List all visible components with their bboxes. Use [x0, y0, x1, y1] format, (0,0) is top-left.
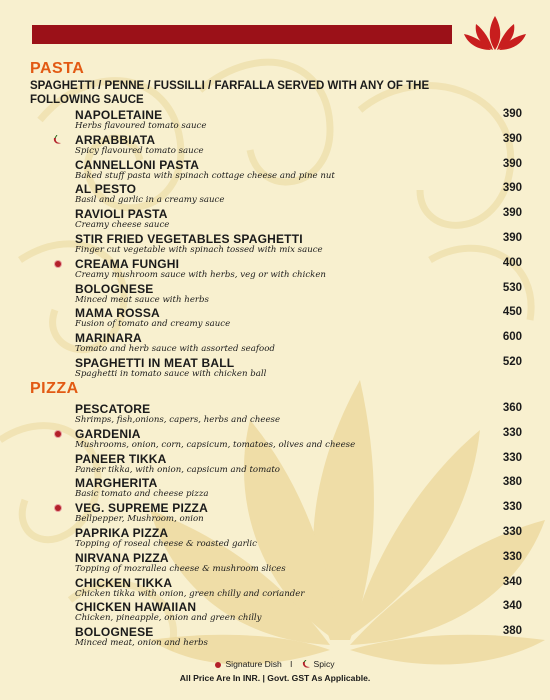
menu-item-description: Topping of mozrallea cheese & mushroom slices	[75, 563, 286, 574]
menu-item-description: Shrimps, fish,onions, capers, herbs and cheese	[75, 415, 281, 425]
menu-item-price: 390	[502, 108, 522, 120]
menu-item-price: 330	[502, 501, 522, 514]
menu-item	[0, 501, 550, 526]
menu-item-description: Chicken, pineapple, onion and green chilly	[75, 613, 262, 624]
chili-icon	[301, 660, 311, 669]
pizza-item-list	[0, 402, 550, 650]
menu-item-description: Bellpepper, Mushroom, onion	[75, 514, 204, 525]
menu-item-name: BOLOGNESE	[75, 281, 154, 296]
menu-item-price: 450	[502, 306, 522, 319]
menu-item-name: MARINARA	[75, 331, 142, 346]
menu-item-name: RAVIOLI PASTA	[75, 207, 168, 222]
menu-item	[0, 108, 550, 133]
menu-item-price: 380	[502, 625, 522, 638]
menu-item-price: 380	[502, 476, 522, 489]
menu-item	[0, 207, 550, 232]
restaurant-logo-icon	[460, 10, 530, 52]
menu-item-name: CREAMA FUNGHI	[75, 256, 180, 271]
legend	[0, 659, 550, 669]
menu-item-name: ARRABBIATA	[75, 132, 156, 147]
menu-item-description: Chicken tikka with onion, green chilly and coriander	[75, 588, 305, 599]
header-bar	[32, 25, 452, 44]
menu-item-description: Basil and garlic in a creamy sauce	[75, 195, 225, 206]
menu-item	[0, 306, 550, 331]
menu-item	[0, 232, 550, 257]
menu-item	[0, 402, 550, 427]
menu-item-name: CANNELLONI PASTA	[75, 157, 200, 172]
menu-item-description: Herbs flavoured tomato sauce	[75, 121, 207, 131]
menu-item	[0, 282, 550, 307]
menu-item	[0, 576, 550, 601]
menu-item-description: Spicy flavoured tomato sauce	[75, 145, 204, 156]
menu-item-price: 390	[502, 231, 522, 244]
menu-item-description: Creamy cheese sauce	[75, 220, 170, 231]
menu-item	[0, 356, 550, 381]
menu-item-price: 400	[502, 256, 522, 269]
menu-item-name: BOLOGNESE	[75, 625, 154, 640]
menu-item-name: STIR FRIED VEGETABLES SPAGHETTI	[75, 231, 303, 246]
menu-item-name: PANEER TIKKA	[75, 451, 167, 466]
spicy-legend-label: Spicy	[313, 659, 335, 669]
signature-dish-icon	[55, 505, 61, 511]
menu-item-price: 390	[502, 132, 522, 145]
menu-item-price: 530	[502, 281, 522, 294]
menu-item	[0, 625, 550, 650]
menu-item-price: 330	[502, 550, 522, 563]
pasta-subtitle: SPAGHETTI / PENNE / FUSSILLI / FARFALLA SERVED WITH ANY OF THE FOLLOWING SAUCE	[30, 80, 430, 106]
menu-item-description: Tomato and herb sauce with assorted seafood	[75, 344, 275, 355]
menu-item-name: NIRVANA PIZZA	[75, 550, 169, 565]
menu-item-name: VEG. SUPREME PIZZA	[75, 501, 208, 516]
menu-item-name: PESCATORE	[75, 402, 151, 416]
menu-item-description: Minced meat, onion and herbs	[75, 638, 208, 649]
signature-dish-icon	[55, 261, 61, 267]
menu-item	[0, 600, 550, 625]
legend-separator: l	[290, 659, 293, 669]
menu-item-description: Finger cut vegetable with spinach tossed with mix sauce	[75, 244, 323, 255]
menu-item	[0, 452, 550, 477]
signature-dish-icon	[55, 431, 61, 437]
menu-item-description: Baked stuff pasta with spinach cottage cheese and pine nut	[75, 170, 335, 181]
menu-item-name: NAPOLETAINE	[75, 108, 163, 122]
menu-item-name: MAMA ROSSA	[75, 306, 160, 321]
menu-item	[0, 158, 550, 183]
menu-item-description: Minced meat sauce with herbs	[75, 294, 209, 305]
menu-item-name: MARGHERITA	[75, 476, 158, 491]
menu-item-description: Paneer tikka, with onion, capsicum and tomato	[75, 464, 280, 475]
menu-item-price: 360	[502, 402, 522, 414]
menu-item-price: 390	[502, 207, 522, 220]
pasta-item-list	[0, 108, 550, 381]
menu-item	[0, 331, 550, 356]
menu-item-description: Basic tomato and cheese pizza	[75, 489, 209, 500]
signature-dish-icon	[215, 662, 221, 668]
menu-item-description: Creamy mushroom sauce with herbs, veg or with chicken	[75, 269, 326, 280]
pizza-section-title: PIZZA	[30, 380, 79, 397]
menu-item-price: 330	[502, 525, 522, 538]
menu-item-description: Spaghetti in tomato sauce with chicken ball	[75, 368, 267, 379]
menu-item-name: AL PESTO	[75, 182, 137, 197]
menu-item	[0, 427, 550, 452]
menu-item	[0, 133, 550, 158]
menu-item	[0, 526, 550, 551]
menu-item-price: 330	[502, 451, 522, 464]
menu-item-price: 520	[502, 355, 522, 368]
menu-item-price: 390	[502, 182, 522, 195]
menu-item-name: SPAGHETTI IN MEAT BALL	[75, 355, 235, 370]
menu-item-name: CHICKEN HAWAIIAN	[75, 600, 197, 615]
price-note: All Price Are In INR. | Govt. GST As Applicable.	[179, 673, 371, 683]
menu-item-description: Mushrooms, onion, corn, capsicum, tomatoes, olives and cheese	[75, 439, 356, 450]
menu-item-price: 390	[502, 157, 522, 170]
chili-icon	[52, 135, 62, 145]
menu-item	[0, 182, 550, 207]
pasta-section-title: PASTA	[30, 60, 85, 77]
menu-item-description: Topping of roseal cheese & roasted garlic	[75, 538, 257, 549]
menu-item-price: 340	[502, 600, 522, 613]
menu-item-price: 330	[502, 426, 522, 439]
menu-item-name: GARDENIA	[75, 426, 141, 441]
menu-item	[0, 257, 550, 282]
menu-item-name: PAPRIKA PIZZA	[75, 525, 169, 540]
menu-item-price: 340	[502, 575, 522, 588]
menu-item-description: Fusion of tomato and creamy sauce	[75, 319, 231, 330]
menu-item-name: CHICKEN TIKKA	[75, 575, 173, 590]
menu-item	[0, 476, 550, 501]
menu-item	[0, 551, 550, 576]
signature-legend-label: Signature Dish	[225, 659, 282, 669]
menu-item-price: 600	[502, 331, 522, 344]
